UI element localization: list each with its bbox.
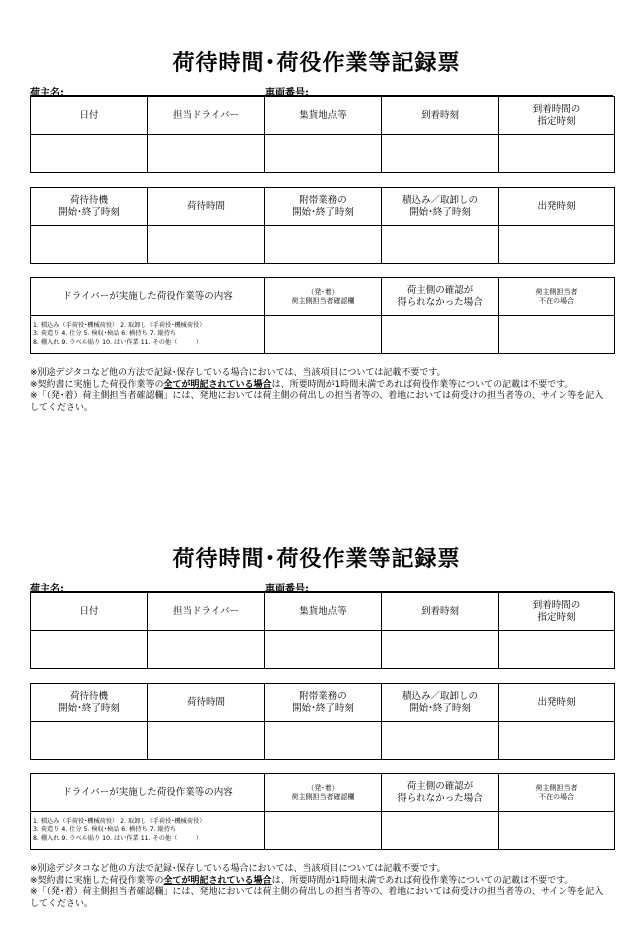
note-2 <box>30 876 610 888</box>
note-2-pre: ※契約書に実施した荷役作業等の <box>30 875 164 886</box>
note-2-emphasis: 全てが明記されている場合 <box>163 875 272 886</box>
cell-arrival-time[interactable] <box>382 135 499 173</box>
cell-driver[interactable] <box>148 135 265 173</box>
note-2 <box>30 380 610 392</box>
vehicle-number-label: 車両番号: <box>265 584 309 595</box>
cell-date[interactable] <box>31 631 148 669</box>
cell-work-list[interactable] <box>31 812 265 850</box>
note-2-emphasis: 全てが明記されている場合 <box>163 379 272 390</box>
header-arrival-time: 到着時刻 <box>382 593 499 631</box>
header-wait-start-end: 荷待待機 開始･終了時刻 <box>31 188 148 226</box>
cell-wait-time[interactable] <box>148 722 265 760</box>
table-work-content <box>30 277 615 354</box>
note-3: ※「（発･着）荷主側担当者確認欄」には、発地においては荷主側の荷出しの担当者等の、着地においては荷受けの担当者等の、サイン等を記入してください。 <box>30 391 604 414</box>
cell-pickup-point[interactable] <box>265 135 382 173</box>
notes <box>30 368 610 415</box>
work-list-line: 8. 棚入れ 9. ラベル貼り 10. はい作業 11. その他（ ） <box>33 834 203 842</box>
note-1: ※別途デジタコなど他の方法で記録･保存している場合においては、当該項目については記載不要です。 <box>30 864 446 874</box>
header-designated-time: 到着時間の 指定時刻 <box>499 97 615 135</box>
shipper-name-label: 荷主名: <box>30 584 64 595</box>
table-basic-info <box>30 96 615 173</box>
form-title: 荷待時間･荷役作業等記録票 <box>172 547 461 572</box>
header-ancillary-start-end: 附帯業務の 開始･終了時刻 <box>265 684 382 722</box>
form-title: 荷待時間･荷役作業等記録票 <box>172 51 461 76</box>
header-departure-time: 出発時刻 <box>499 684 615 722</box>
header-wait-start-end: 荷待待機 開始･終了時刻 <box>31 684 148 722</box>
work-list-line: 3. 荷造り 4. 仕分 5. 検収･検品 6. 横持ち 7. 縦持ち <box>33 826 177 834</box>
cell-wait-time[interactable] <box>148 226 265 264</box>
table-times <box>30 187 615 264</box>
header-no-confirmation: 荷主側の確認が 得られなかった場合 <box>382 774 499 812</box>
cell-shipper-absent[interactable] <box>499 316 615 354</box>
cell-ancillary-start-end[interactable] <box>265 226 382 264</box>
header-driver: 担当ドライバー <box>148 593 265 631</box>
header-ancillary-start-end: 附帯業務の 開始･終了時刻 <box>265 188 382 226</box>
header-work-content: ドライバーが実施した荷役作業等の内容 <box>31 278 265 316</box>
header-loading-start-end: 積込み／取卸しの 開始･終了時刻 <box>382 188 499 226</box>
header-loading-start-end: 積込み／取卸しの 開始･終了時刻 <box>382 684 499 722</box>
cell-loading-start-end[interactable] <box>382 226 499 264</box>
header-arrival-time: 到着時刻 <box>382 97 499 135</box>
header-pickup-point: 集貨地点等 <box>265 97 382 135</box>
note-2-post: は、所要時間が1時間未満であれば荷役作業等についての記載は不要です。 <box>271 379 574 390</box>
cell-arrival-time[interactable] <box>382 631 499 669</box>
cell-shipper-confirm[interactable] <box>265 316 382 354</box>
cell-departure-time[interactable] <box>499 722 615 760</box>
cell-loading-start-end[interactable] <box>382 722 499 760</box>
notes <box>30 864 610 911</box>
header-date: 日付 <box>31 593 148 631</box>
record-form-top <box>0 0 633 450</box>
header-shipper-confirm: （発･着） 荷主側担当者確認欄 <box>265 774 382 812</box>
header-wait-time: 荷待時間 <box>148 188 265 226</box>
cell-shipper-confirm[interactable] <box>265 812 382 850</box>
header-work-content: ドライバーが実施した荷役作業等の内容 <box>31 774 265 812</box>
shipper-name-label: 荷主名: <box>30 88 64 99</box>
cell-departure-time[interactable] <box>499 226 615 264</box>
header-designated-time: 到着時間の 指定時刻 <box>499 593 615 631</box>
header-shipper-absent: 荷主側担当者 不在の場合 <box>499 278 615 316</box>
cell-pickup-point[interactable] <box>265 631 382 669</box>
cell-work-list[interactable] <box>31 316 265 354</box>
work-list-line: 8. 棚入れ 9. ラベル貼り 10. はい作業 11. その他（ ） <box>33 338 203 346</box>
header-no-confirmation: 荷主側の確認が 得られなかった場合 <box>382 278 499 316</box>
cell-ancillary-start-end[interactable] <box>265 722 382 760</box>
header-pickup-point: 集貨地点等 <box>265 593 382 631</box>
note-2-pre: ※契約書に実施した荷役作業等の <box>30 379 164 390</box>
table-work-content <box>30 773 615 850</box>
header-date: 日付 <box>31 97 148 135</box>
vehicle-number-label: 車両番号: <box>265 88 309 99</box>
record-form-bottom <box>0 496 633 946</box>
work-list-line: 3. 荷造り 4. 仕分 5. 検収･検品 6. 横持ち 7. 縦持ち <box>33 330 177 338</box>
work-list-line: 1. 積込み（手荷役･機械荷役） 2. 取卸し（手荷役･機械荷役） <box>33 322 206 330</box>
note-3: ※「（発･着）荷主側担当者確認欄」には、発地においては荷主側の荷出しの担当者等の、着地においては荷受けの担当者等の、サイン等を記入してください。 <box>30 887 604 910</box>
cell-date[interactable] <box>31 135 148 173</box>
cell-designated-time[interactable] <box>499 135 615 173</box>
header-wait-time: 荷待時間 <box>148 684 265 722</box>
table-times <box>30 683 615 760</box>
cell-no-confirmation[interactable] <box>382 316 499 354</box>
cell-wait-start-end[interactable] <box>31 722 148 760</box>
cell-driver[interactable] <box>148 631 265 669</box>
header-driver: 担当ドライバー <box>148 97 265 135</box>
header-departure-time: 出発時刻 <box>499 188 615 226</box>
cell-wait-start-end[interactable] <box>31 226 148 264</box>
header-shipper-absent: 荷主側担当者 不在の場合 <box>499 774 615 812</box>
table-basic-info <box>30 592 615 669</box>
note-2-post: は、所要時間が1時間未満であれば荷役作業等についての記載は不要です。 <box>271 875 574 886</box>
cell-no-confirmation[interactable] <box>382 812 499 850</box>
work-list-line: 1. 積込み（手荷役･機械荷役） 2. 取卸し（手荷役･機械荷役） <box>33 818 206 826</box>
cell-designated-time[interactable] <box>499 631 615 669</box>
header-shipper-confirm: （発･着） 荷主側担当者確認欄 <box>265 278 382 316</box>
note-1: ※別途デジタコなど他の方法で記録･保存している場合においては、当該項目については記載不要です。 <box>30 368 446 378</box>
cell-shipper-absent[interactable] <box>499 812 615 850</box>
